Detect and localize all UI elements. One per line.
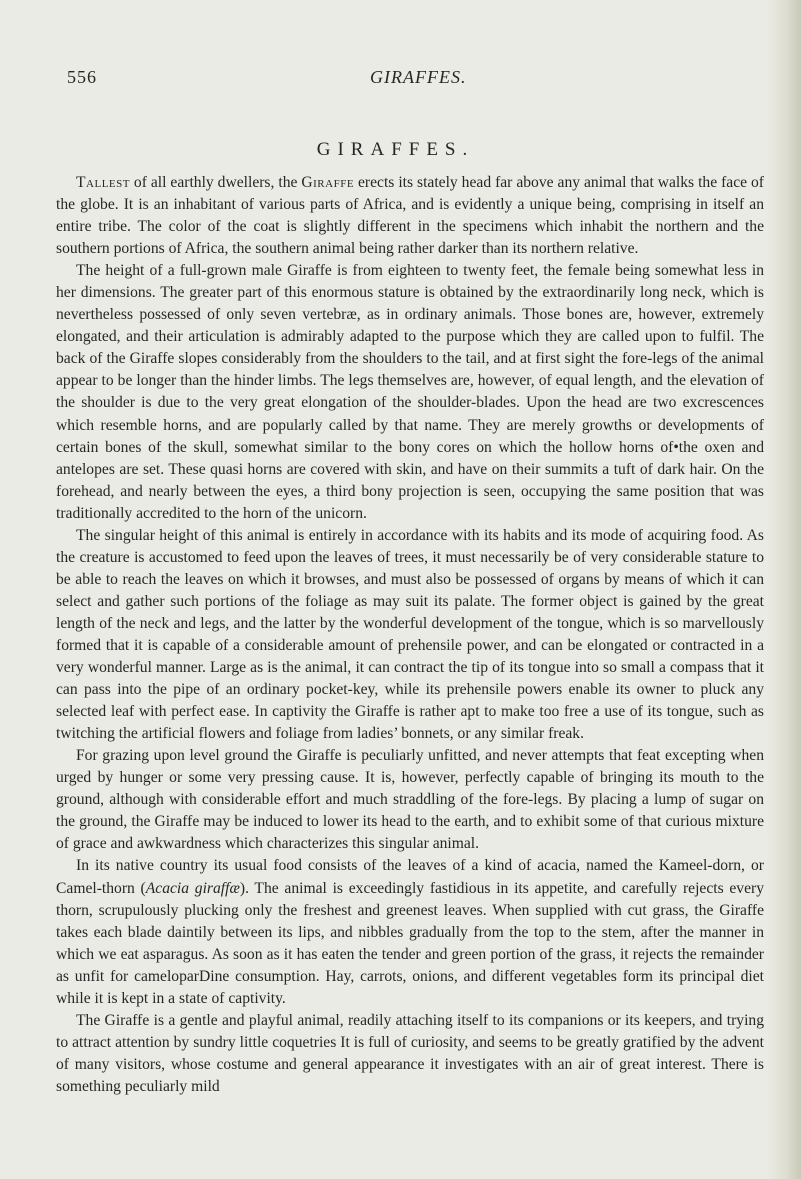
paragraph-text: ). The animal is exceedingly fastidious in its appetite, and carefully rejects every thorn, scrupulously plucking only the freshest and greenest leaves. When supplied with cut grass, the Giraffe takes each blade daintily between its lips, and nibbles gradually from the top to the stem, after the manner in which we eat asparagus. As soon as it has eaten the tender and green portion of the grass, it rejects the remainder as unfit for cameloparDine consumption. Hay, carrots, onions, and different vegetables form its principal diet while it is kept in a state of captivity.: [56, 879, 765, 1007]
paragraph-text: erects its stately head far above any animal that walks the face of the globe. It is an inhabitant of various parts of Africa, and is evidently a unique being, comprising in itself an entire tribe. The color of the coat is slightly different in the specimens which inhabit the northern and the southern portions of Africa, the southern animal being rather darker than its northern relative.: [56, 174, 764, 258]
lead-small-caps: Tallest: [76, 174, 130, 191]
page-edge-shadow: [767, 0, 801, 1179]
paragraph: The height of a full-grown male Giraffe is from eighteen to twenty feet, the female being somewhat less in her dimensions. The greater part of this enormous stature is obtained by the extraordinarily long neck, which is nevertheless possessed of only seven vertebræ, as in ordinary animals. Those bones are, however, extremely elongated, and their articulation is admirably adapted to the purpose which they are called upon to fulfil. The back of the Giraffe slopes considerably from the shoulders to the tail, and at first sight the fore-legs of the animal appear to be longer than the hinder limbs. The legs themselves are, however, of equal length, and the elevation of the shoulder is due to the very great elongation of the shoulder-blades. Upon the head are two excrescences which resemble horns, and are popularly called by that name. They are merely growths or developments of certain bones of the skull, somewhat similar to the bony cores on which the hollow horns of•the oxen and antelopes are set. These quasi horns are covered with skin, and have on their summits a tuft of dark hair. On the forehead, and nearly between the eyes, a third bony projection is seen, occupying the same position that was traditionally accredited to the horn of the unicorn.: [56, 262, 764, 522]
chapter-title: GIRAFFES.: [316, 139, 475, 160]
paragraph: The Giraffe is a gentle and playful animal, readily attaching itself to its companions or its keepers, and trying to attract attention by sundry little coquetries It is full of curiosity, and seems to be greatly gratified by the advent of many visitors, whose costume and general appearance it investigates with an air of great interest. There is something peculiarly mild: [56, 1011, 764, 1095]
running-head: [67, 67, 767, 91]
running-title: GIRAFFES.: [370, 67, 467, 87]
paragraph: [56, 172, 764, 260]
page-number: 556: [67, 67, 97, 87]
paragraph: For grazing upon level ground the Giraffe is peculiarly unfitted, and never attempts that feat excepting when urged by hunger or some very pressing cause. It is, however, perfectly capable of bringing its mouth to the ground, although with considerable effort and much straddling of the fore-legs. By placing a lump of sugar on the ground, the Giraffe may be induced to lower its head to the earth, and to exhibit some of that curious mixture of grace and awkwardness which characterizes this singular animal.: [56, 747, 764, 853]
paragraph-text: of all earthly dwellers, the: [129, 174, 302, 191]
latin-name: Acacia giraffæ: [145, 879, 240, 897]
paragraph: The singular height of this animal is entirely in accordance with its habits and its mode of acquiring food. As the creature is accustomed to feed upon the leaves of trees, it must necessarily be of very considerable stature to be able to reach the leaves on which it browses, and must also be possessed of organs by means of which it can select and gather such portions of the foliage as may suit its palate. The former object is gained by the great length of the neck and legs, and the latter by the wonderful development of the tongue, which is so marvellously formed that it is capable of a considerable amount of prehensile power, and can be elongated or contracted in a very wonderful manner. Large as is the animal, it can contract the tip of its tongue into so small a compass that it can pass into the pipe of an ordinary pocket-key, while its prehensile powers enable its owner to pluck any selected leaf with perfect ease. In captivity the Giraffe is rather apt to make too free a use of its tongue, such as twitching the artificial flowers and foliage from ladies’ bonnets, or any similar freak.: [56, 526, 764, 743]
paragraph: [56, 855, 764, 1009]
paragraph-text: In its native country its usual food consists of the leaves of a kind of acacia, named the Kameel-dorn, or Camel-thorn (: [56, 857, 764, 897]
name-small-caps: Giraffe: [301, 174, 355, 191]
body-text: [56, 172, 764, 1098]
